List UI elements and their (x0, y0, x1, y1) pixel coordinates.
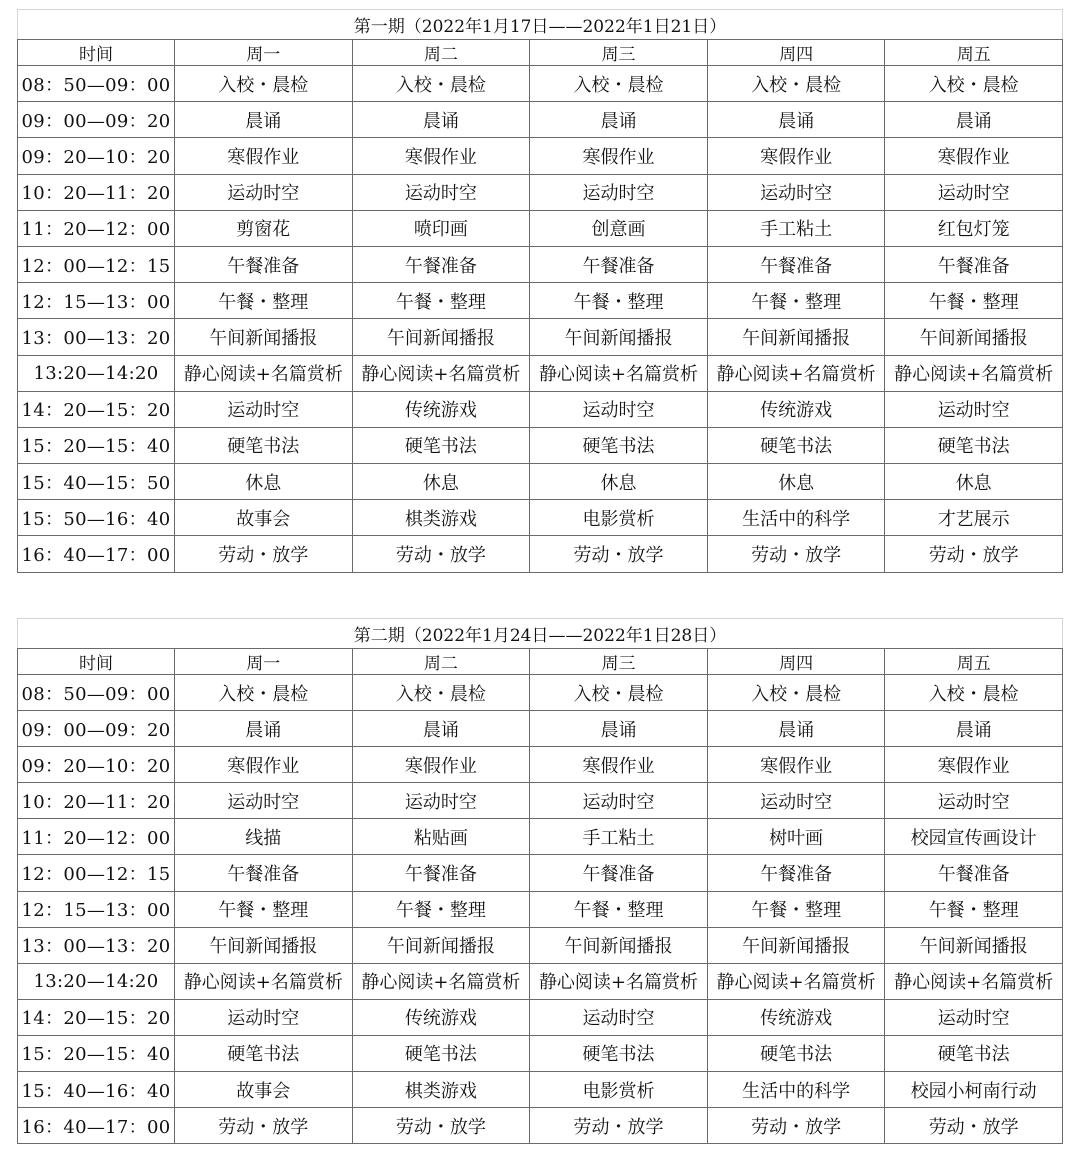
activity-cell: 静心阅读+名篇赏析 (530, 355, 708, 391)
activity-cell: 寒假作业 (530, 138, 708, 174)
table-row (18, 891, 1063, 927)
schedule-table-period-1 (17, 9, 1063, 573)
activity-cell: 午餐准备 (352, 246, 530, 282)
activity-cell: 静心阅读+名篇赏析 (175, 355, 353, 391)
activity-cell: 晨诵 (530, 102, 708, 138)
time-slot: 12：15—13：00 (18, 283, 175, 319)
header-time: 时间 (18, 40, 175, 66)
time-slot: 10：20—11：20 (18, 783, 175, 819)
activity-cell: 运动时空 (530, 391, 708, 427)
activity-cell: 寒假作业 (352, 138, 530, 174)
activity-cell: 午餐・整理 (175, 283, 353, 319)
activity-cell: 午餐准备 (885, 855, 1063, 891)
activity-cell: 静心阅读+名篇赏析 (707, 355, 885, 391)
activity-cell: 才艺展示 (885, 500, 1063, 536)
activity-cell: 校园小柯南行动 (885, 1072, 1063, 1108)
time-slot: 09：20—10：20 (18, 747, 175, 783)
activity-cell: 晨诵 (885, 711, 1063, 747)
activity-cell: 午餐・整理 (175, 891, 353, 927)
time-slot: 13:20—14:20 (18, 963, 175, 999)
activity-cell: 寒假作业 (707, 138, 885, 174)
activity-cell: 晨诵 (707, 102, 885, 138)
table-row (18, 711, 1063, 747)
activity-cell: 运动时空 (530, 783, 708, 819)
activity-cell: 寒假作业 (530, 747, 708, 783)
time-slot: 14：20—15：20 (18, 999, 175, 1035)
activity-cell: 劳动・放学 (885, 1108, 1063, 1144)
activity-cell: 生活中的科学 (707, 500, 885, 536)
activity-cell: 入校・晨检 (175, 66, 353, 102)
activity-cell: 静心阅读+名篇赏析 (885, 355, 1063, 391)
schedule-table-period-2 (17, 618, 1063, 1144)
table-row (18, 355, 1063, 391)
activity-cell: 寒假作业 (175, 747, 353, 783)
activity-cell: 午餐准备 (175, 246, 353, 282)
activity-cell: 运动时空 (175, 783, 353, 819)
header-day: 周一 (175, 649, 353, 675)
header-day: 周三 (530, 40, 708, 66)
table-row (18, 391, 1063, 427)
activity-cell: 传统游戏 (352, 391, 530, 427)
activity-cell: 硬笔书法 (175, 1035, 353, 1071)
activity-cell: 休息 (175, 464, 353, 500)
activity-cell: 午餐准备 (707, 246, 885, 282)
activity-cell: 午餐准备 (352, 855, 530, 891)
activity-cell: 静心阅读+名篇赏析 (707, 963, 885, 999)
time-slot: 14：20—15：20 (18, 391, 175, 427)
activity-cell: 寒假作业 (707, 747, 885, 783)
activity-cell: 入校・晨检 (530, 66, 708, 102)
activity-cell: 劳动・放学 (175, 536, 353, 572)
table-row (18, 747, 1063, 783)
activity-cell: 入校・晨检 (352, 675, 530, 711)
activity-cell: 静心阅读+名篇赏析 (352, 963, 530, 999)
table-row (18, 210, 1063, 246)
table-row (18, 174, 1063, 210)
activity-cell: 硬笔书法 (352, 427, 530, 463)
table-row (18, 138, 1063, 174)
activity-cell: 运动时空 (175, 174, 353, 210)
header-row (18, 649, 1063, 675)
activity-cell: 电影赏析 (530, 500, 708, 536)
time-slot: 15：40—15：50 (18, 464, 175, 500)
time-slot: 15：20—15：40 (18, 1035, 175, 1071)
time-slot: 16：40—17：00 (18, 1108, 175, 1144)
time-slot: 12：00—12：15 (18, 855, 175, 891)
activity-cell: 午餐・整理 (352, 283, 530, 319)
table-row (18, 1035, 1063, 1071)
activity-cell: 生活中的科学 (707, 1072, 885, 1108)
header-day: 周二 (352, 40, 530, 66)
activity-cell: 棋类游戏 (352, 500, 530, 536)
activity-cell: 晨诵 (352, 102, 530, 138)
activity-cell: 剪窗花 (175, 210, 353, 246)
header-time: 时间 (18, 649, 175, 675)
time-slot: 09：00—09：20 (18, 102, 175, 138)
activity-cell: 午餐・整理 (530, 283, 708, 319)
activity-cell: 校园宣传画设计 (885, 819, 1063, 855)
table-row (18, 819, 1063, 855)
table-row (18, 102, 1063, 138)
activity-cell: 树叶画 (707, 819, 885, 855)
time-slot: 08：50—09：00 (18, 675, 175, 711)
table-row (18, 675, 1063, 711)
activity-cell: 寒假作业 (885, 747, 1063, 783)
activity-cell: 硬笔书法 (707, 427, 885, 463)
activity-cell: 午间新闻播报 (530, 927, 708, 963)
activity-cell: 午餐准备 (530, 855, 708, 891)
activity-cell: 运动时空 (707, 174, 885, 210)
activity-cell: 休息 (707, 464, 885, 500)
table-row (18, 1108, 1063, 1144)
activity-cell: 午餐・整理 (352, 891, 530, 927)
table-row (18, 66, 1063, 102)
activity-cell: 运动时空 (530, 999, 708, 1035)
table-row (18, 427, 1063, 463)
period-title-row (18, 10, 1063, 40)
header-day: 周三 (530, 649, 708, 675)
time-slot: 11：20—12：00 (18, 210, 175, 246)
activity-cell: 入校・晨检 (530, 675, 708, 711)
activity-cell: 午餐・整理 (707, 283, 885, 319)
activity-cell: 午间新闻播报 (352, 319, 530, 355)
activity-cell: 晨诵 (530, 711, 708, 747)
activity-cell: 劳动・放学 (530, 1108, 708, 1144)
activity-cell: 运动时空 (175, 391, 353, 427)
activity-cell: 午餐・整理 (530, 891, 708, 927)
header-day: 周二 (352, 649, 530, 675)
activity-cell: 入校・晨检 (175, 675, 353, 711)
activity-cell: 红包灯笼 (885, 210, 1063, 246)
activity-cell: 入校・晨检 (707, 675, 885, 711)
activity-cell: 休息 (352, 464, 530, 500)
table-row (18, 999, 1063, 1035)
activity-cell: 入校・晨检 (352, 66, 530, 102)
activity-cell: 手工粘土 (530, 819, 708, 855)
activity-cell: 静心阅读+名篇赏析 (175, 963, 353, 999)
activity-cell: 午间新闻播报 (885, 927, 1063, 963)
activity-cell: 劳动・放学 (175, 1108, 353, 1144)
activity-cell: 午餐准备 (885, 246, 1063, 282)
header-row (18, 40, 1063, 66)
activity-cell: 寒假作业 (175, 138, 353, 174)
activity-cell: 入校・晨检 (707, 66, 885, 102)
activity-cell: 晨诵 (885, 102, 1063, 138)
activity-cell: 午餐准备 (707, 855, 885, 891)
time-slot: 15：40—16：40 (18, 1072, 175, 1108)
activity-cell: 静心阅读+名篇赏析 (530, 963, 708, 999)
activity-cell: 运动时空 (352, 174, 530, 210)
header-day: 周五 (885, 649, 1063, 675)
table-row (18, 283, 1063, 319)
activity-cell: 运动时空 (707, 783, 885, 819)
time-slot: 16：40—17：00 (18, 536, 175, 572)
activity-cell: 静心阅读+名篇赏析 (885, 963, 1063, 999)
time-slot: 15：20—15：40 (18, 427, 175, 463)
table-row (18, 1072, 1063, 1108)
table-row (18, 855, 1063, 891)
time-slot: 13：00—13：20 (18, 927, 175, 963)
activity-cell: 休息 (530, 464, 708, 500)
activity-cell: 硬笔书法 (352, 1035, 530, 1071)
activity-cell: 线描 (175, 819, 353, 855)
activity-cell: 传统游戏 (707, 391, 885, 427)
activity-cell: 晨诵 (175, 711, 353, 747)
activity-cell: 运动时空 (885, 783, 1063, 819)
activity-cell: 硬笔书法 (707, 1035, 885, 1071)
activity-cell: 手工粘土 (707, 210, 885, 246)
activity-cell: 午餐准备 (175, 855, 353, 891)
table-row (18, 927, 1063, 963)
time-slot: 15：50—16：40 (18, 500, 175, 536)
activity-cell: 硬笔书法 (885, 427, 1063, 463)
activity-cell: 午间新闻播报 (885, 319, 1063, 355)
activity-cell: 劳动・放学 (530, 536, 708, 572)
activity-cell: 晨诵 (352, 711, 530, 747)
table-row (18, 464, 1063, 500)
activity-cell: 午间新闻播报 (175, 927, 353, 963)
activity-cell: 运动时空 (530, 174, 708, 210)
activity-cell: 劳动・放学 (707, 1108, 885, 1144)
activity-cell: 粘贴画 (352, 819, 530, 855)
table-row (18, 963, 1063, 999)
activity-cell: 运动时空 (885, 174, 1063, 210)
activity-cell: 硬笔书法 (175, 427, 353, 463)
activity-cell: 休息 (885, 464, 1063, 500)
activity-cell: 劳动・放学 (707, 536, 885, 572)
table-row (18, 246, 1063, 282)
activity-cell: 硬笔书法 (530, 1035, 708, 1071)
header-day: 周四 (707, 40, 885, 66)
table-row (18, 319, 1063, 355)
activity-cell: 电影赏析 (530, 1072, 708, 1108)
activity-cell: 晨诵 (707, 711, 885, 747)
activity-cell: 寒假作业 (885, 138, 1063, 174)
time-slot: 12：00—12：15 (18, 246, 175, 282)
activity-cell: 硬笔书法 (885, 1035, 1063, 1071)
header-day: 周一 (175, 40, 353, 66)
time-slot: 10：20—11：20 (18, 174, 175, 210)
activity-cell: 静心阅读+名篇赏析 (352, 355, 530, 391)
time-slot: 13:20—14:20 (18, 355, 175, 391)
time-slot: 11：20—12：00 (18, 819, 175, 855)
activity-cell: 运动时空 (175, 999, 353, 1035)
time-slot: 08：50—09：00 (18, 66, 175, 102)
activity-cell: 劳动・放学 (352, 536, 530, 572)
activity-cell: 入校・晨检 (885, 675, 1063, 711)
time-slot: 09：00—09：20 (18, 711, 175, 747)
activity-cell: 午间新闻播报 (175, 319, 353, 355)
activity-cell: 运动时空 (885, 391, 1063, 427)
activity-cell: 午餐・整理 (885, 891, 1063, 927)
activity-cell: 创意画 (530, 210, 708, 246)
table-row (18, 500, 1063, 536)
period-title-row (18, 619, 1063, 649)
activity-cell: 劳动・放学 (885, 536, 1063, 572)
activity-cell: 午间新闻播报 (707, 927, 885, 963)
table-row (18, 783, 1063, 819)
header-day: 周四 (707, 649, 885, 675)
activity-cell: 传统游戏 (707, 999, 885, 1035)
activity-cell: 喷印画 (352, 210, 530, 246)
activity-cell: 传统游戏 (352, 999, 530, 1035)
activity-cell: 午餐・整理 (707, 891, 885, 927)
activity-cell: 午间新闻播报 (707, 319, 885, 355)
activity-cell: 劳动・放学 (352, 1108, 530, 1144)
activity-cell: 运动时空 (352, 783, 530, 819)
activity-cell: 午间新闻播报 (530, 319, 708, 355)
activity-cell: 晨诵 (175, 102, 353, 138)
activity-cell: 寒假作业 (352, 747, 530, 783)
table-row (18, 536, 1063, 572)
activity-cell: 棋类游戏 (352, 1072, 530, 1108)
time-slot: 13：00—13：20 (18, 319, 175, 355)
time-slot: 12：15—13：00 (18, 891, 175, 927)
activity-cell: 故事会 (175, 500, 353, 536)
activity-cell: 故事会 (175, 1072, 353, 1108)
activity-cell: 入校・晨检 (885, 66, 1063, 102)
time-slot: 09：20—10：20 (18, 138, 175, 174)
header-day: 周五 (885, 40, 1063, 66)
activity-cell: 运动时空 (885, 999, 1063, 1035)
period-title: 第二期（2022年1月24日——2022年1日28日） (18, 619, 1063, 649)
period-title: 第一期（2022年1月17日——2022年1日21日） (18, 10, 1063, 40)
activity-cell: 硬笔书法 (530, 427, 708, 463)
activity-cell: 午间新闻播报 (352, 927, 530, 963)
activity-cell: 午餐准备 (530, 246, 708, 282)
activity-cell: 午餐・整理 (885, 283, 1063, 319)
